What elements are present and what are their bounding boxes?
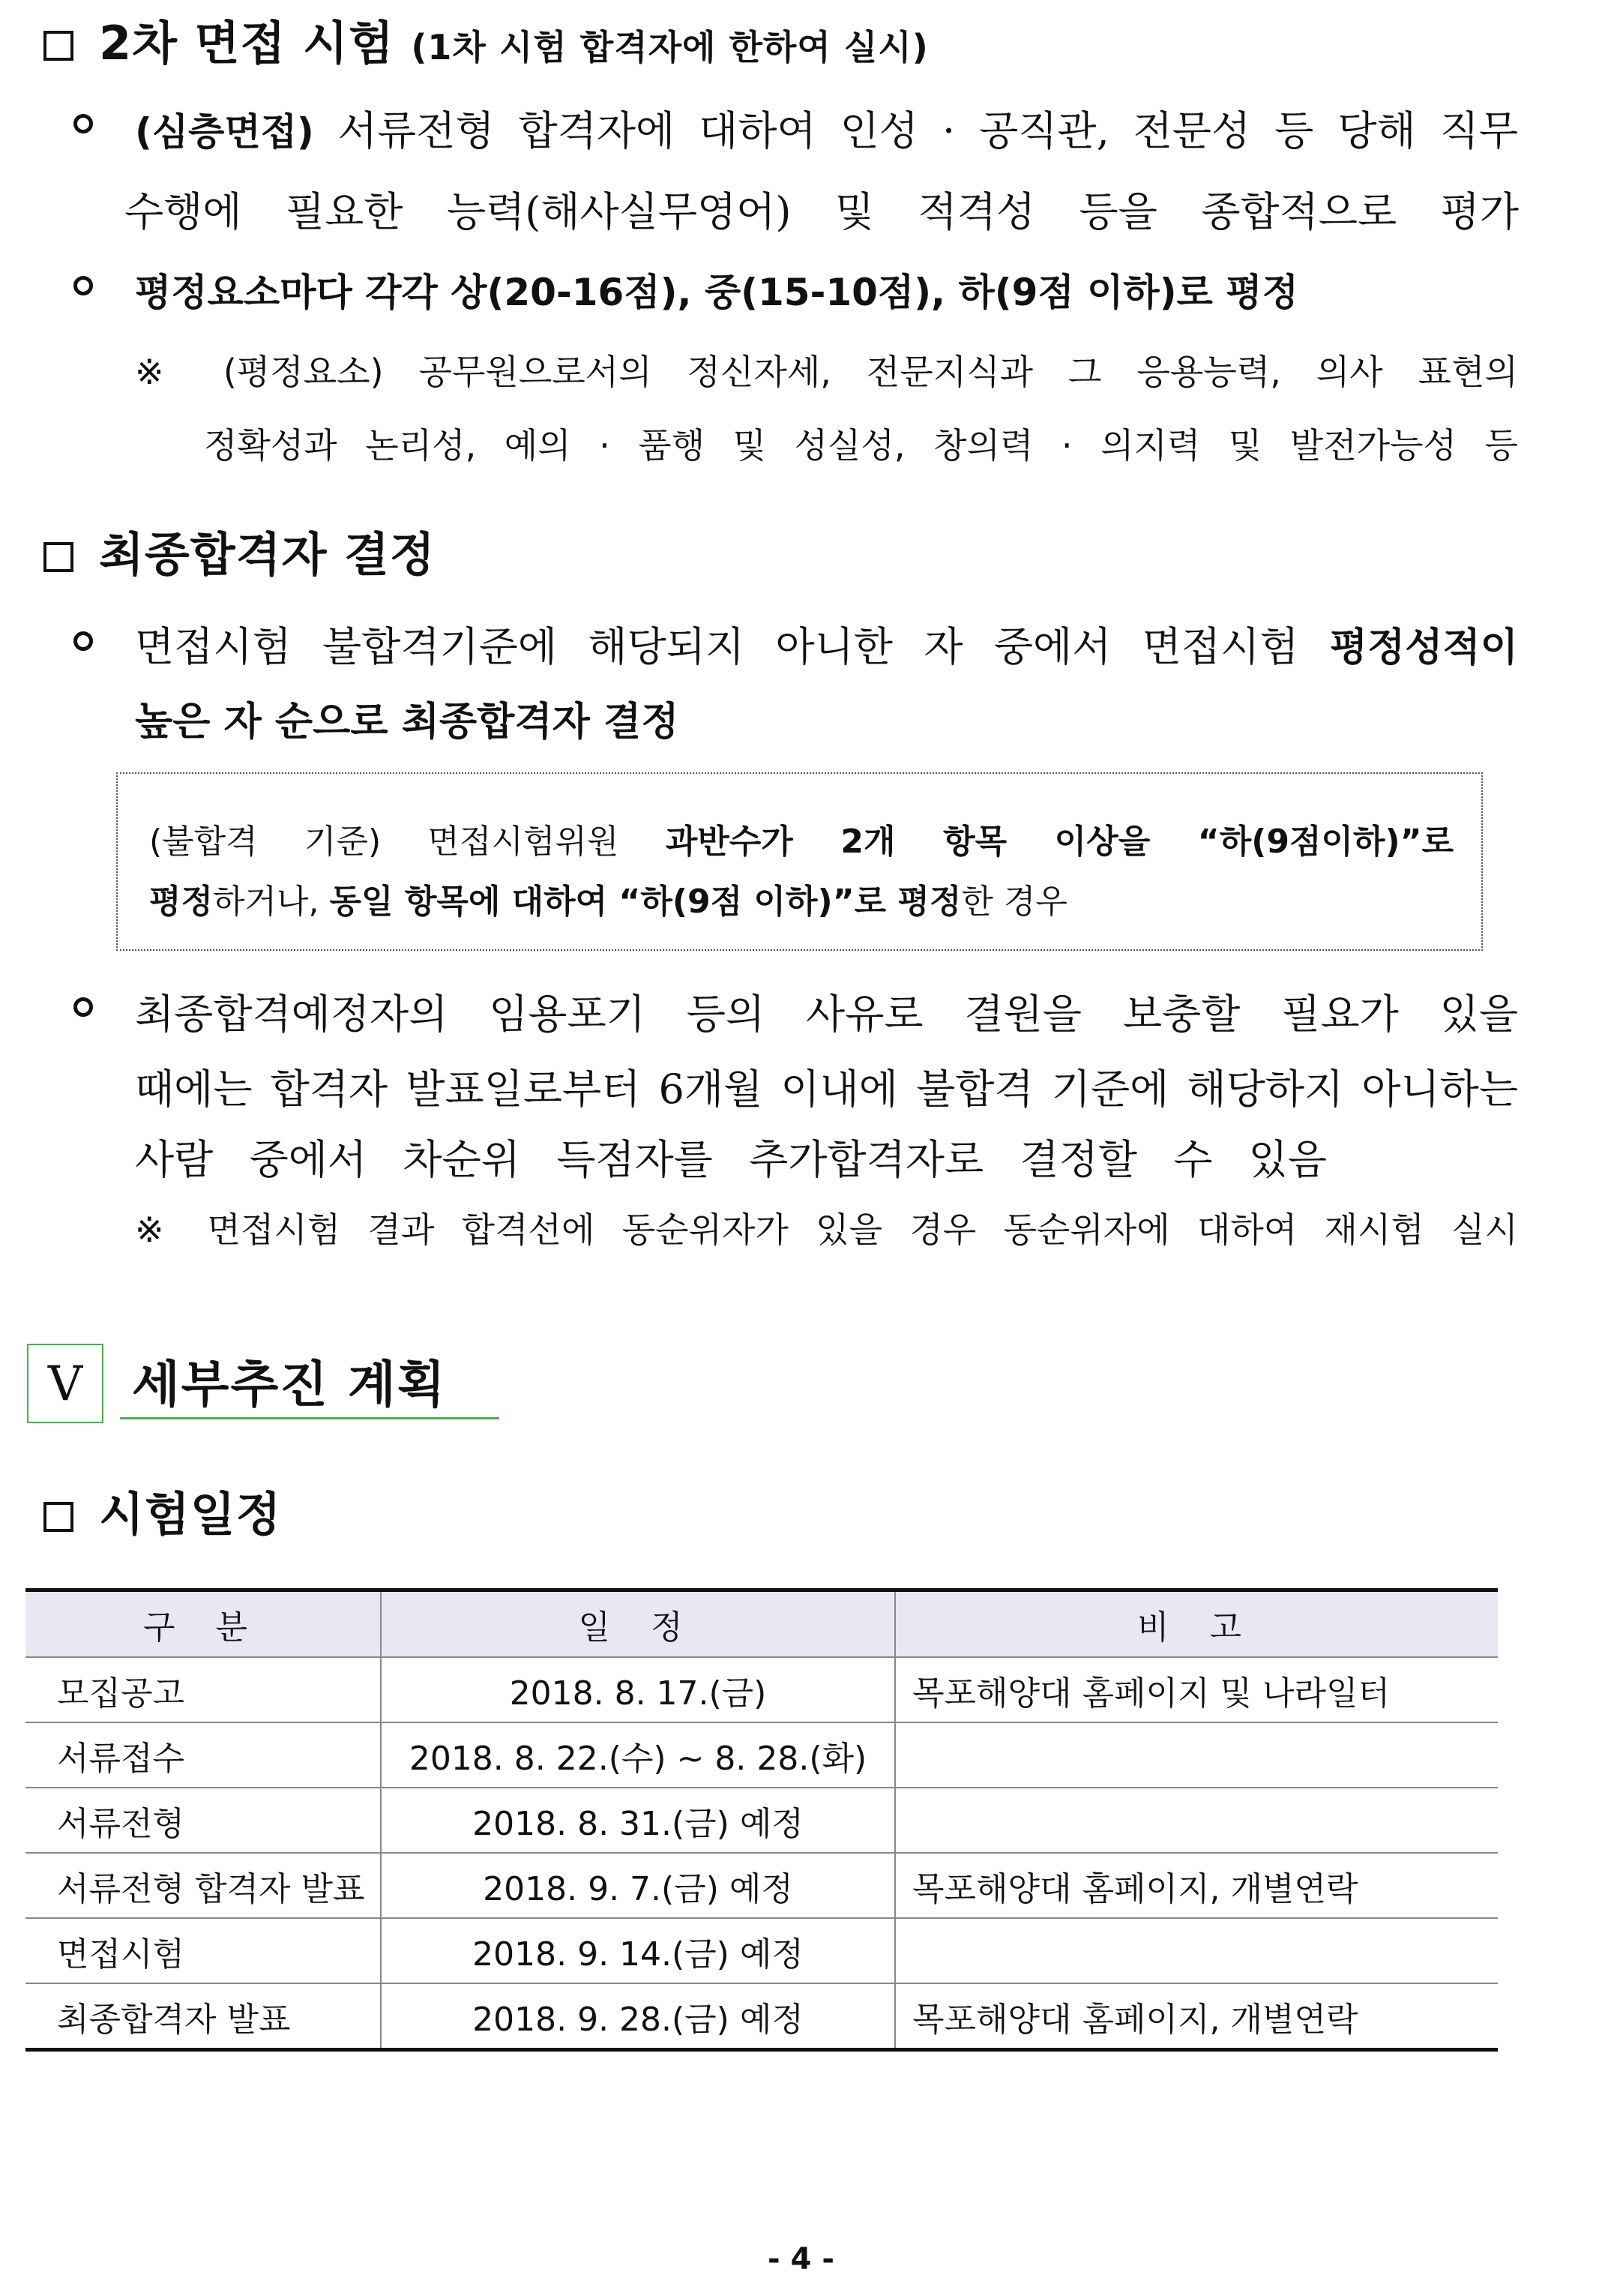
table-cell: 2018. 9. 7.(금) 예정 <box>381 1853 895 1918</box>
final-bullet2-line2: 때에는 합격자 발표일로부터 6개월 이내에 불합격 기준에 해당하지 아니하는 <box>135 1066 1518 1113</box>
table-row <box>25 1788 1498 1853</box>
table-cell: 목포해양대 홈페이지 및 나라일터 <box>895 1657 1498 1722</box>
section-heading-interview <box>43 6 929 73</box>
table-cell: 서류전형 합격자 발표 <box>25 1853 381 1918</box>
table-row <box>25 1918 1498 1983</box>
checkbox-square-icon <box>43 1502 73 1532</box>
table-row <box>25 1657 1498 1722</box>
table-cell: 2018. 8. 31.(금) 예정 <box>381 1788 895 1853</box>
table-cell: 서류전형 <box>25 1788 381 1853</box>
roman-numeral-box: Ⅴ <box>27 1344 103 1423</box>
table-row <box>25 1983 1498 2050</box>
chapter-title-underline <box>120 1417 499 1419</box>
table-cell: 2018. 9. 14.(금) 예정 <box>381 1918 895 1983</box>
final-bullet1-line2: 높은 자 순으로 최종합격자 결정 <box>135 700 679 745</box>
table-cell: 모집공고 <box>25 1657 381 1722</box>
final-bullet2-line3: 사람 중에서 차순위 득점자를 추가합격자로 결정할 수 있음 <box>135 1136 1327 1183</box>
table-header-cell: 구 분 <box>25 1590 381 1658</box>
table-row <box>25 1853 1498 1918</box>
table-row <box>25 1722 1498 1788</box>
fail-criteria-line1: (불합격 기준) 면접시험위원 과반수가 2개 항목 이상을 “하(9점이하)”로 <box>149 823 1454 861</box>
table-cell: 2018. 8. 22.(수) ~ 8. 28.(화) <box>381 1722 895 1788</box>
circle-bullet-icon <box>73 997 93 1017</box>
fail-criteria-line2: 평정하거나, 동일 항목에 대하여 “하(9점 이하)”로 평정한 경우 <box>149 883 1068 921</box>
table-cell: 2018. 9. 28.(금) 예정 <box>381 1983 895 2050</box>
interview-bullet1-line2: 수행에 필요한 능력(해사실무영어) 및 적격성 등을 종합적으로 평가 <box>124 188 1519 235</box>
table-cell: 최종합격자 발표 <box>25 1983 381 2050</box>
section-heading-final: 최종합격자 결정 <box>43 517 436 584</box>
table-header-cell: 비 고 <box>895 1590 1498 1658</box>
checkbox-square-icon <box>43 542 73 572</box>
final-note: ※ 면접시험 결과 합격선에 동순위자가 있을 경우 동순위자에 대하여 재시험 실시 <box>135 1209 1518 1250</box>
fail-criteria-box <box>116 772 1483 951</box>
table-header-row <box>25 1590 1498 1658</box>
checkbox-square-icon <box>43 31 73 61</box>
interview-bullet2: 평정요소마다 각각 상(20-16점), 중(15-10점), 하(9점 이하)로 평정 <box>135 271 1298 314</box>
chapter-title: 세부추진 계획 <box>132 1356 447 1413</box>
table-cell <box>895 1788 1498 1853</box>
table-cell <box>895 1722 1498 1788</box>
table-cell: 목포해양대 홈페이지, 개별연락 <box>895 1853 1498 1918</box>
interview-bullet1-line1: (심층면접) 서류전형 합격자에 대하여 인성 · 공직관, 전문성 등 당해 직무 <box>135 107 1518 154</box>
section-subtitle: (1차 시험 합격자에 한하여 실시) <box>411 27 929 67</box>
final-bullet1-line1: 면접시험 불합격기준에 해당되지 아니한 자 중에서 면접시험 평정성적이 <box>135 623 1518 670</box>
table-cell: 면접시험 <box>25 1918 381 1983</box>
final-bullet2-line1: 최종합격예정자의 임용포기 등의 사유로 결원을 보충할 필요가 있을 <box>135 991 1518 1038</box>
section-heading-schedule: 시험일정 <box>43 1477 282 1544</box>
interview-note-line1: ※ (평정요소) 공무원으로서의 정신자세, 전문지식과 그 응용능력, 의사 표현의 <box>135 352 1518 392</box>
table-header-cell: 일 정 <box>381 1590 895 1658</box>
interview-note-line2: 정확성과 논리성, 예의 · 품행 및 성실성, 창의력 · 의지력 및 발전가능성 등 <box>204 425 1518 466</box>
section-title: 2차 면접 시험 <box>99 16 394 70</box>
schedule-table <box>25 1588 1498 2052</box>
circle-bullet-icon <box>73 114 93 133</box>
table-cell <box>895 1918 1498 1983</box>
page-number: - 4 - <box>768 2242 834 2277</box>
table-cell: 서류접수 <box>25 1722 381 1788</box>
circle-bullet-icon <box>73 276 93 295</box>
circle-bullet-icon <box>73 631 93 651</box>
table-cell: 2018. 8. 17.(금) <box>381 1657 895 1722</box>
table-cell: 목포해양대 홈페이지, 개별연락 <box>895 1983 1498 2050</box>
